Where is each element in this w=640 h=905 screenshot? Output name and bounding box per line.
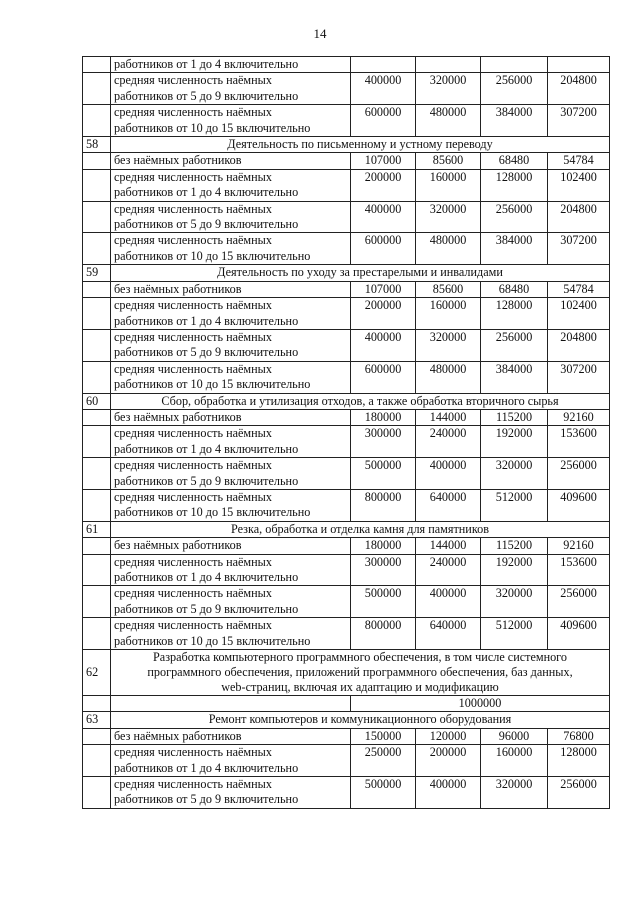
value-cell: 600000 — [351, 233, 416, 265]
value-cell: 384000 — [481, 233, 548, 265]
value-cell: 400000 — [416, 777, 481, 809]
value-cell: 480000 — [416, 105, 481, 137]
value-cell: 144000 — [416, 409, 481, 425]
value-cell: 384000 — [481, 105, 548, 137]
row-number-cell — [83, 618, 111, 650]
value-cell: 800000 — [351, 489, 416, 521]
value-cell: 640000 — [416, 618, 481, 650]
table-row — [83, 105, 610, 137]
row-number-cell — [83, 298, 111, 330]
value-cell: 144000 — [416, 538, 481, 554]
row-label-cell — [111, 233, 351, 265]
table-row — [83, 329, 610, 361]
row-number-cell — [83, 105, 111, 137]
row-label-line: средняя численность наёмных — [114, 745, 272, 760]
row-label-line: работников от 1 до 4 включительно — [114, 760, 299, 775]
value-cell — [351, 57, 416, 73]
row-number-cell — [83, 777, 111, 809]
row-number-cell — [83, 201, 111, 233]
value-cell: 307200 — [548, 105, 610, 137]
row-number-cell — [83, 169, 111, 201]
row-number-cell — [83, 281, 111, 297]
value-cell: 400000 — [416, 458, 481, 490]
value-cell: 640000 — [416, 489, 481, 521]
value-cell: 96000 — [481, 728, 548, 744]
value-cell: 102400 — [548, 298, 610, 330]
value-cell: 107000 — [351, 281, 416, 297]
value-cell: 320000 — [481, 777, 548, 809]
row-label-line: работников от 10 до 15 включительно — [114, 377, 311, 392]
row-label-cell — [111, 538, 351, 554]
row-number-cell — [83, 554, 111, 586]
value-cell: 180000 — [351, 409, 416, 425]
activity-title-line: Ремонт компьютеров и коммуникационного оборудования — [208, 712, 512, 727]
row-label-cell — [111, 426, 351, 458]
row-label-line: средняя численность наёмных — [114, 586, 272, 601]
value-cell: 200000 — [351, 169, 416, 201]
activity-number: 62 — [83, 650, 111, 696]
value-cell: 54784 — [548, 153, 610, 169]
row-number-cell — [83, 728, 111, 744]
value-cell: 153600 — [548, 426, 610, 458]
activity-title — [111, 650, 610, 696]
value-cell — [481, 57, 548, 73]
row-label-cell — [111, 728, 351, 744]
value-cell: 92160 — [548, 409, 610, 425]
value-cell: 256000 — [481, 201, 548, 233]
row-label-cell — [111, 169, 351, 201]
value-cell: 153600 — [548, 554, 610, 586]
value-cell: 600000 — [351, 105, 416, 137]
page-number: 14 — [313, 26, 327, 41]
row-label-line: работников от 5 до 9 включительно — [114, 473, 299, 488]
value-cell: 320000 — [416, 73, 481, 105]
value-cell: 300000 — [351, 554, 416, 586]
value-cell: 400000 — [351, 73, 416, 105]
row-label-cell — [111, 554, 351, 586]
value-cell: 150000 — [351, 728, 416, 744]
row-label-line: средняя численность наёмных — [114, 777, 272, 792]
value-cell: 400000 — [351, 201, 416, 233]
table-row — [83, 538, 610, 554]
tariff-table — [82, 56, 610, 809]
table-row — [83, 426, 610, 458]
table-row — [83, 281, 610, 297]
value-cell: 480000 — [416, 361, 481, 393]
row-label-line: работников от 10 до 15 включительно — [114, 633, 311, 648]
row-label-line: работников от 5 до 9 включительно — [114, 601, 299, 616]
row-label-line: работников от 1 до 4 включительно — [114, 570, 299, 584]
table-row — [83, 458, 610, 490]
value-cell: 128000 — [481, 169, 548, 201]
value-cell: 68480 — [481, 153, 548, 169]
row-label-line: средняя численность наёмных — [114, 361, 272, 376]
row-label-cell — [111, 105, 351, 137]
value-cell: 400000 — [416, 586, 481, 618]
value-cell: 307200 — [548, 361, 610, 393]
activity-title-line: Разработка компьютерного программного обеспечения, в том числе системного — [153, 650, 567, 665]
row-label-line: работников от 10 до 15 включительно — [114, 248, 311, 263]
row-number-cell — [83, 458, 111, 490]
row-label-line: средняя численность наёмных — [114, 458, 272, 473]
table-row — [83, 777, 610, 809]
activity-number: 59 — [83, 265, 111, 281]
value-cell: 107000 — [351, 153, 416, 169]
row-label-cell — [111, 586, 351, 618]
row-label-line: работников от 5 до 9 включительно — [114, 88, 299, 103]
row-label-line: средняя численность наёмных — [114, 73, 272, 88]
row-number-cell — [83, 153, 111, 169]
value-cell: 409600 — [548, 489, 610, 521]
value-cell: 180000 — [351, 538, 416, 554]
activity-number: 58 — [83, 137, 111, 153]
row-number-cell — [83, 361, 111, 393]
single-value-cell: 1000000 — [351, 696, 610, 712]
table-row — [83, 712, 610, 728]
value-cell: 115200 — [481, 538, 548, 554]
value-cell: 68480 — [481, 281, 548, 297]
table-row — [83, 233, 610, 265]
table-row — [83, 554, 610, 586]
activity-title-line: web-страниц, включая их адаптацию и модификацию — [221, 680, 499, 695]
table-row — [83, 728, 610, 744]
table-row — [83, 696, 610, 712]
value-cell: 512000 — [481, 489, 548, 521]
table-row — [83, 137, 610, 153]
row-label-line: работников от 10 до 15 включительно — [114, 120, 311, 135]
row-label-line: средняя численность наёмных — [114, 105, 272, 120]
row-label-cell — [111, 153, 351, 169]
row-number-cell — [83, 489, 111, 521]
row-label-line: без наёмных работников — [114, 281, 242, 296]
row-label-line: без наёмных работников — [114, 153, 242, 168]
value-cell: 160000 — [481, 745, 548, 777]
row-label-line: без наёмных работников — [114, 409, 242, 424]
row-label-line: работников от 1 до 4 включительно — [114, 185, 299, 200]
row-number-cell — [83, 57, 111, 73]
value-cell: 92160 — [548, 538, 610, 554]
value-cell: 204800 — [548, 201, 610, 233]
row-label-line: работников от 5 до 9 включительно — [114, 217, 299, 232]
activity-title — [111, 521, 610, 537]
value-cell: 54784 — [548, 281, 610, 297]
table-row — [83, 618, 610, 650]
value-cell: 480000 — [416, 233, 481, 265]
row-number-cell — [83, 745, 111, 777]
value-cell: 256000 — [548, 458, 610, 490]
value-cell: 256000 — [481, 329, 548, 361]
row-label-cell — [111, 409, 351, 425]
row-number-cell — [83, 329, 111, 361]
row-label-line: средняя численность наёмных — [114, 201, 272, 216]
activity-title-line: Сбор, обработка и утилизация отходов, а также обработка вторичного сырья — [161, 393, 559, 408]
value-cell: 160000 — [416, 169, 481, 201]
row-label-line: работников от 5 до 9 включительно — [114, 792, 299, 807]
row-label-cell — [111, 298, 351, 330]
value-cell: 500000 — [351, 586, 416, 618]
row-number-cell — [83, 73, 111, 105]
value-cell: 76800 — [548, 728, 610, 744]
row-number-cell — [83, 409, 111, 425]
row-label-line: работников от 1 до 4 включительно — [114, 441, 299, 456]
activity-title-line: Деятельность по уходу за престарелыми и инвалидами — [217, 265, 503, 280]
value-cell: 300000 — [351, 426, 416, 458]
value-cell — [548, 57, 610, 73]
value-cell: 800000 — [351, 618, 416, 650]
value-cell: 500000 — [351, 777, 416, 809]
value-cell: 120000 — [416, 728, 481, 744]
activity-title-line: Резка, обработка и отделка камня для памятников — [231, 521, 489, 536]
row-label-cell — [111, 458, 351, 490]
row-label-cell — [111, 73, 351, 105]
activity-number: 63 — [83, 712, 111, 728]
value-cell: 160000 — [416, 298, 481, 330]
value-cell: 200000 — [416, 745, 481, 777]
value-cell: 115200 — [481, 409, 548, 425]
row-label-cell — [111, 329, 351, 361]
row-label-cell — [111, 281, 351, 297]
value-cell: 204800 — [548, 73, 610, 105]
row-label-cell — [111, 201, 351, 233]
row-label-line: работников от 1 до 4 включительно — [114, 313, 299, 328]
activity-title — [111, 265, 610, 281]
value-cell: 600000 — [351, 361, 416, 393]
value-cell: 128000 — [548, 745, 610, 777]
value-cell: 320000 — [416, 329, 481, 361]
table-row — [83, 153, 610, 169]
activity-title-line: Деятельность по письменному и устному переводу — [227, 137, 493, 152]
activity-number: 60 — [83, 393, 111, 409]
activity-title-line: программного обеспечения, приложений программного обеспечения, баз данных, — [147, 665, 573, 680]
row-label-line: средняя численность наёмных — [114, 554, 272, 569]
table-row — [83, 586, 610, 618]
value-cell: 204800 — [548, 329, 610, 361]
row-number-cell — [83, 233, 111, 265]
value-cell: 250000 — [351, 745, 416, 777]
table-row — [83, 57, 610, 73]
value-cell: 102400 — [548, 169, 610, 201]
row-number-cell — [83, 426, 111, 458]
table-row — [83, 169, 610, 201]
row-label-line: работников от 10 до 15 включительно — [114, 505, 311, 520]
table-row — [83, 298, 610, 330]
value-cell: 320000 — [481, 586, 548, 618]
value-cell — [416, 57, 481, 73]
table-row — [83, 361, 610, 393]
row-label-line: средняя численность наёмных — [114, 618, 272, 633]
row-label-cell — [111, 489, 351, 521]
table-row — [83, 409, 610, 425]
row-number-cell — [83, 586, 111, 618]
table-row — [83, 265, 610, 281]
value-cell: 320000 — [481, 458, 548, 490]
table-body — [83, 57, 610, 809]
value-cell: 192000 — [481, 554, 548, 586]
value-cell: 409600 — [548, 618, 610, 650]
value-cell: 512000 — [481, 618, 548, 650]
value-cell: 240000 — [416, 554, 481, 586]
row-label-cell — [111, 57, 351, 73]
row-number-cell — [83, 696, 111, 712]
row-label-line: средняя численность наёмных — [114, 169, 272, 184]
table-row — [83, 745, 610, 777]
activity-number: 61 — [83, 521, 111, 537]
value-cell: 307200 — [548, 233, 610, 265]
row-label-line: без наёмных работников — [114, 538, 242, 553]
value-cell: 320000 — [416, 201, 481, 233]
table-row — [83, 201, 610, 233]
row-label-line: работников от 1 до 4 включительно — [114, 57, 299, 71]
activity-title — [111, 712, 610, 728]
row-label-cell — [111, 618, 351, 650]
value-cell: 192000 — [481, 426, 548, 458]
value-cell: 200000 — [351, 298, 416, 330]
value-cell: 240000 — [416, 426, 481, 458]
row-number-cell — [83, 538, 111, 554]
value-cell: 85600 — [416, 153, 481, 169]
row-label-line: средняя численность наёмных — [114, 298, 272, 313]
row-label-cell — [111, 777, 351, 809]
row-label-cell — [111, 696, 351, 712]
table-row — [83, 393, 610, 409]
activity-title — [111, 137, 610, 153]
row-label-line: средняя численность наёмных — [114, 489, 272, 504]
row-label-line: средняя численность наёмных — [114, 233, 272, 248]
row-label-cell — [111, 361, 351, 393]
table-row — [83, 489, 610, 521]
row-label-cell — [111, 745, 351, 777]
row-label-line: работников от 5 до 9 включительно — [114, 345, 299, 360]
value-cell: 256000 — [548, 586, 610, 618]
value-cell: 400000 — [351, 329, 416, 361]
value-cell: 128000 — [481, 298, 548, 330]
value-cell: 85600 — [416, 281, 481, 297]
table-row — [83, 521, 610, 537]
row-label-line: средняя численность наёмных — [114, 426, 272, 441]
value-cell: 256000 — [481, 73, 548, 105]
row-label-line: без наёмных работников — [114, 728, 242, 743]
value-cell: 384000 — [481, 361, 548, 393]
table-row — [83, 73, 610, 105]
row-label-line: средняя численность наёмных — [114, 329, 272, 344]
value-cell: 500000 — [351, 458, 416, 490]
value-cell: 256000 — [548, 777, 610, 809]
activity-title — [111, 393, 610, 409]
table-row — [83, 650, 610, 696]
